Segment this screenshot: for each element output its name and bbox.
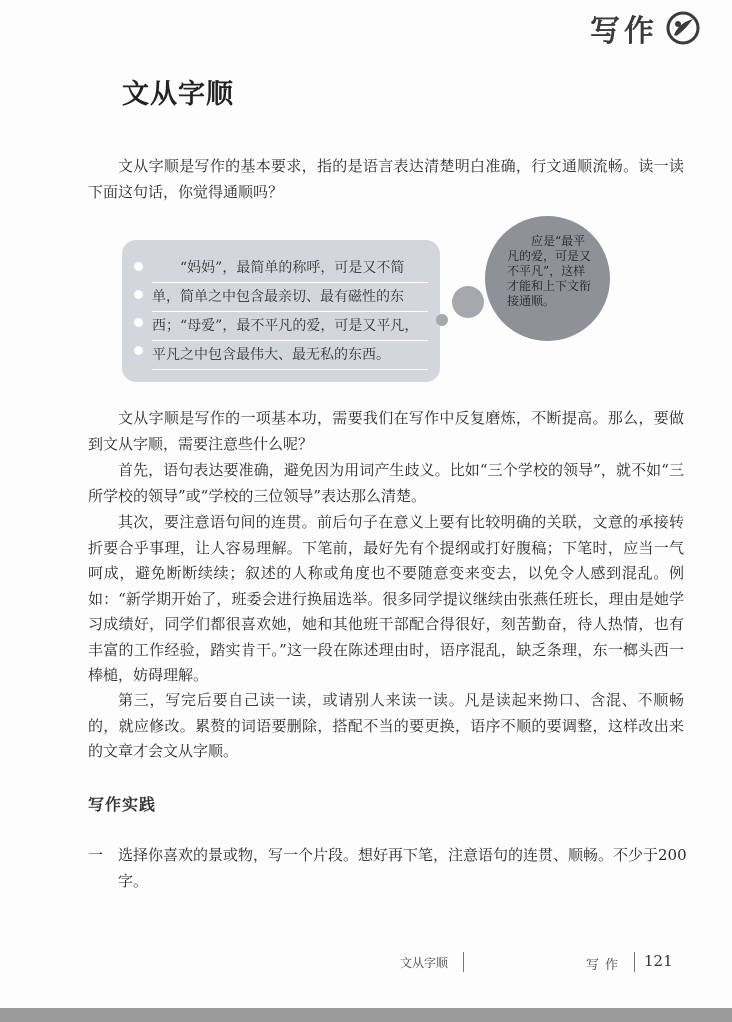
footer-divider	[634, 952, 635, 972]
bullet-dot	[134, 290, 143, 299]
task-number: 一	[88, 846, 104, 864]
quote-line: 单，简单之中包含最亲切、最有磁性的东	[152, 283, 428, 312]
thought-bubble-medium-dot	[452, 286, 484, 318]
scan-bottom-edge	[0, 1008, 732, 1022]
body-paragraph-2: 文从字顺是写作的一项基本功，需要我们在写作中反复磨炼，不断提高。那么，要做到文从字顺，需要注意些什么呢？	[88, 409, 684, 453]
annotation-text: 应是“最平凡的爱，可是又不平凡”，这样才能和上下文衔接通顺。	[507, 234, 592, 308]
bullet-dot	[134, 318, 143, 327]
thought-bubble-small-dot	[436, 314, 448, 326]
practice-task	[88, 842, 688, 894]
footer-lesson-title: 文从字顺	[400, 956, 449, 970]
practice-heading: 写作实践	[88, 795, 157, 814]
annotation-bubble	[485, 216, 610, 341]
body-paragraph-4: 其次，要注意语句间的连贯。前后句子在意义上要有比较明确的关联，文意的承接转折要合乎事理，让人容易理解。下笔前，最好先有个提纲或打好腹稿；下笔时，应当一气呵成，避免断断续续；叙述的人称或角度也不要随意变来变去，以免令人感到混乱。例如：“新学期开始了，班委会进行换届选举。很多同学提议继续由张燕任班长，理由是她学习成绩好，同学们都很喜欢她，她和其他班干部配合得很好，刻苦勤奋，待人热情，也有丰富的工作经验，踏实肯干。”这一段在陈述理由时，语序混乱，缺乏条理，东一榔头西一棒槌，妨碍理解。	[88, 513, 684, 684]
footer-divider	[463, 952, 464, 972]
quote-line: 西；“母爱”，最不平凡的爱，可是又平凡，	[152, 312, 428, 341]
body-paragraph-5: 第三，写完后要自己读一读，或请别人来读一读。凡是读起来拗口、含混、不顺畅的，就应修改。累赘的词语要删除，搭配不当的要更换，语序不顺的要调整，这样改出来的文章才会文从字顺。	[88, 691, 684, 760]
body-paragraph-3: 首先，语句表达要准确，避免因为用词产生歧义。比如“三个学校的领导”，就不如“三所学校的领导”或“学校的三位领导”表达那么清楚。	[88, 461, 684, 505]
section-header	[590, 6, 700, 50]
footer-section-title: 写作	[586, 958, 625, 973]
example-quote-text	[152, 254, 428, 370]
task-text: 选择你喜欢的景或物，写一个片段。想好再下笔，注意语句的连贯、顺畅。不少于200字。	[118, 846, 687, 890]
intro-paragraph: 文从字顺是写作的基本要求，指的是语言表达清楚明白准确，行文通顺流畅。读一读下面这句话，你觉得通顺吗？	[88, 157, 684, 201]
lesson-title: 文从字顺	[122, 79, 234, 110]
quote-line: “妈妈”，最简单的称呼，可是又不简	[152, 254, 428, 283]
quote-line: 平凡之中包含最伟大、最无私的东西。	[152, 341, 428, 370]
page-number: 121	[644, 952, 673, 970]
section-title: 写作	[590, 14, 658, 49]
bullet-dot	[134, 346, 143, 355]
writing-logo-icon	[666, 11, 700, 45]
bullet-dot	[134, 262, 143, 271]
example-quote-box	[122, 240, 440, 382]
